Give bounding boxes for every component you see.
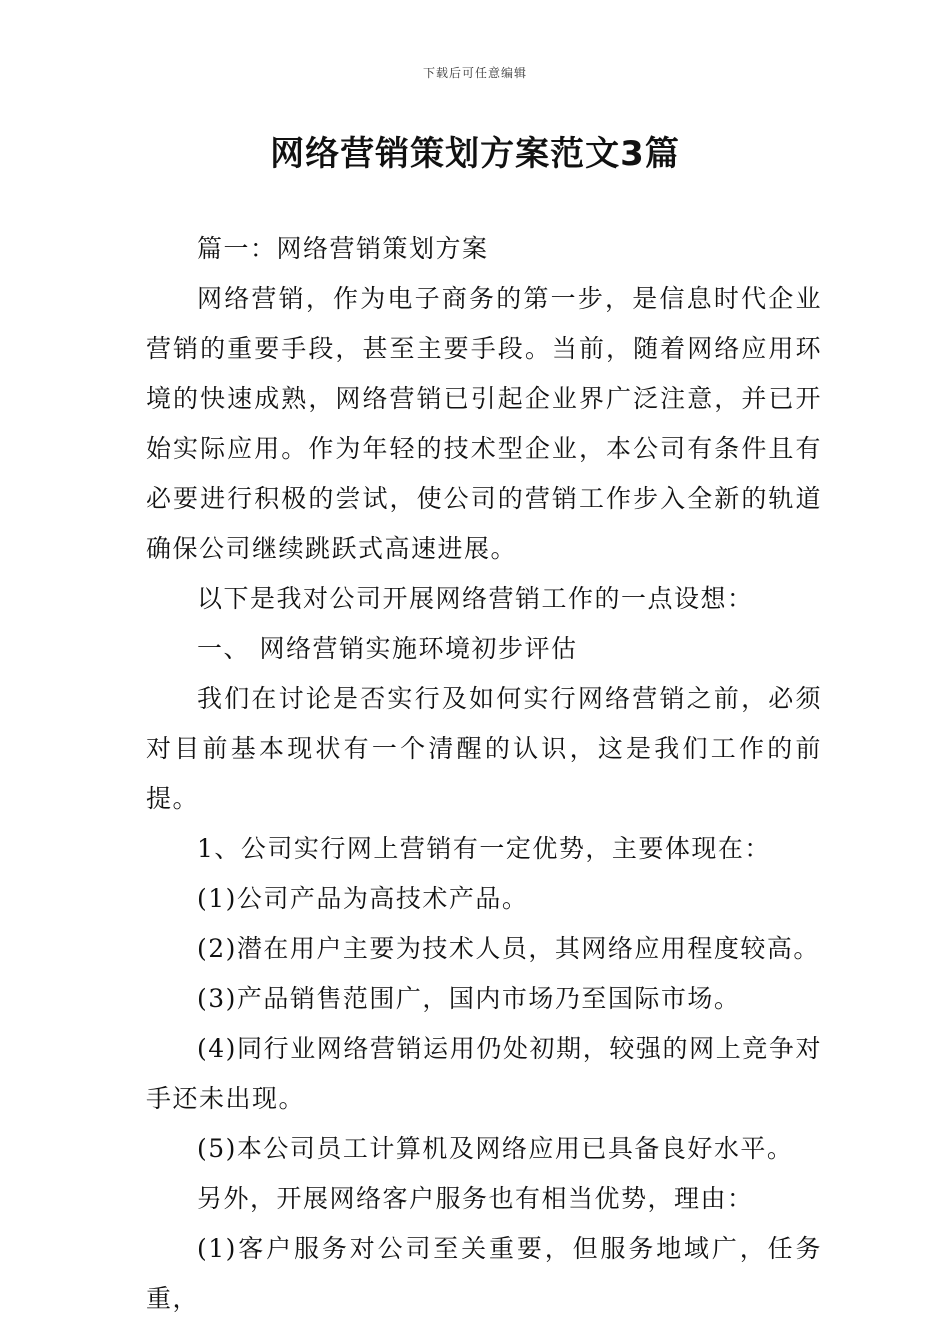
intro-paragraph: 网络营销，作为电子商务的第一步，是信息时代企业营销的重要手段，甚至主要手段。当前，随着网络应用环境的快速成熟，网络营销已引起企业界广泛注意，并已开始实际应用。作为年轻的技术型企业，本公司有条件且有必要进行积极的尝试，使公司的营销工作步入全新的轨道确保公司继续跳跃式高速进展。 [146, 284, 822, 563]
body-paragraph: 另外，开展网络客户服务也有相当优势，理由： [197, 1184, 754, 1213]
list-item: (5)本公司员工计算机及网络应用已具备良好水平。 [197, 1134, 794, 1163]
document-title: 网络营销策划方案范文3篇 [270, 134, 680, 174]
list-item: (4)同行业网络营销运用仍处初期，较强的网上竞争对手还未出现。 [146, 1034, 822, 1113]
subsection-heading: 一、 网络营销实施环境初步评估 [197, 634, 578, 663]
document-body [146, 224, 822, 1324]
list-item: (1)客户服务对公司至关重要，但服务地域广，任务重， [146, 1234, 822, 1313]
lead-in-paragraph: 以下是我对公司开展网络营销工作的一点设想： [197, 584, 754, 613]
list-item: (1)公司产品为高技术产品。 [197, 884, 529, 913]
header-note: 下载后可任意编辑 [422, 66, 527, 80]
list-item: (3)产品销售范围广，国内市场乃至国际市场。 [197, 984, 741, 1013]
numbered-point: 1、公司实行网上营销有一定优势，主要体现在： [197, 834, 771, 863]
section-heading: 篇一：网络营销策划方案 [197, 234, 489, 263]
body-paragraph: 我们在讨论是否实行及如何实行网络营销之前，必须对目前基本现状有一个清醒的认识，这是我们工作的前提。 [146, 684, 822, 813]
list-item: (2)潜在用户主要为技术人员，其网络应用程度较高。 [197, 934, 820, 963]
